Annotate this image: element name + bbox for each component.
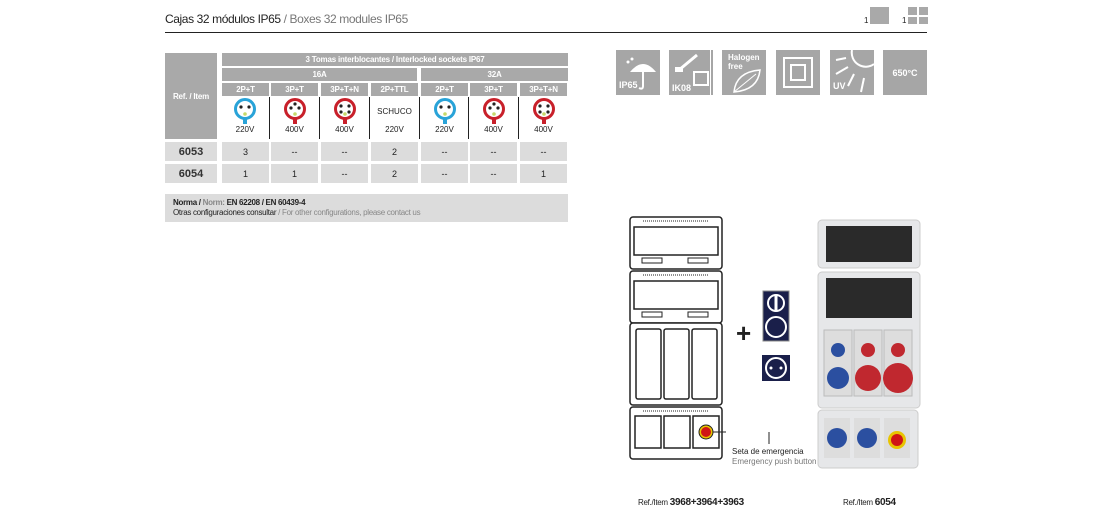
column-type: 2P+T xyxy=(421,83,468,96)
column-type: 3P+T xyxy=(470,83,517,96)
other-sep: / xyxy=(276,208,282,217)
badge-label: IP65 xyxy=(619,80,638,90)
left-caption xyxy=(638,497,744,508)
table-cell: -- xyxy=(321,142,368,161)
double-square-icon xyxy=(776,50,820,95)
emergency-callout xyxy=(732,447,817,467)
badge-label: free xyxy=(728,62,743,71)
table-cell: -- xyxy=(271,142,318,161)
red-4p-socket-icon xyxy=(531,97,557,125)
table-cell: 3 xyxy=(222,142,269,161)
table-cell: 1 xyxy=(520,164,567,183)
table-cell: 2 xyxy=(371,142,418,161)
badge-label: Halogen xyxy=(728,53,760,62)
column-type: 2P+TTL xyxy=(371,83,418,96)
grid-pages-icon xyxy=(908,7,928,24)
voltage: 400V xyxy=(335,125,354,134)
column-type: 2P+T xyxy=(222,83,269,96)
red-3p-socket-icon xyxy=(481,97,507,125)
red-4p-socket-icon xyxy=(332,97,358,125)
other-es: Otras configuraciones consultar xyxy=(173,208,277,217)
voltage: 220V xyxy=(385,125,404,134)
ref-header: Ref. / Item xyxy=(165,53,217,139)
plus-sign: + xyxy=(736,318,752,348)
uv-badge xyxy=(830,50,874,95)
socket-cell xyxy=(518,97,568,139)
table-cell: -- xyxy=(520,142,567,161)
table-cell: 1 xyxy=(271,164,318,183)
callout-en: Emergency push button xyxy=(732,457,817,466)
socket-cell xyxy=(419,97,469,139)
callout-line xyxy=(722,430,772,446)
red-3p-socket-icon xyxy=(282,97,308,125)
title-en: Boxes 32 modules IP65 xyxy=(289,12,408,26)
table-cell: 2 xyxy=(371,164,418,183)
callout-es: Seta de emergencia xyxy=(732,447,804,456)
group-header: 3 Tomas interblocantes / Interlocked sockets IP67 xyxy=(222,53,568,66)
page-title xyxy=(165,12,408,26)
badge-label: 650°C xyxy=(892,67,918,78)
page-count-b: 1 xyxy=(902,16,907,25)
caption-prefix: Ref./Item xyxy=(638,498,670,507)
table-cell: -- xyxy=(470,164,517,183)
blue-2p-socket-icon xyxy=(232,97,258,125)
schuco-label: SCHUCO xyxy=(377,106,412,116)
norma-en: Norm: xyxy=(202,198,227,207)
amp-header-16a: 16A xyxy=(222,68,417,81)
title-es: Cajas 32 módulos IP65 xyxy=(165,12,281,26)
right-caption xyxy=(843,497,896,508)
caption-ref: 3968+3964+3963 xyxy=(669,497,744,508)
schuko-socket-icon xyxy=(761,354,791,382)
table-cell: -- xyxy=(470,142,517,161)
glow-wire-badge xyxy=(883,50,927,95)
ik08-badge xyxy=(669,50,710,95)
row-ref: 6053 xyxy=(165,142,217,161)
double-insulation-badge xyxy=(776,50,820,95)
badge-label: UV xyxy=(833,81,846,91)
norma-es: Norma / xyxy=(173,198,203,207)
row-ref: 6054 xyxy=(165,164,217,183)
socket-cell xyxy=(468,97,518,139)
voltage: 220V xyxy=(435,125,454,134)
voltage: 400V xyxy=(484,125,503,134)
column-type: 3P+T xyxy=(271,83,318,96)
single-page-icon xyxy=(870,7,889,24)
header-rule xyxy=(165,32,927,33)
table-cell: -- xyxy=(321,164,368,183)
socket-cell xyxy=(369,97,419,139)
badge-divider xyxy=(711,50,713,95)
column-type: 3P+T+N xyxy=(520,83,567,96)
halogen-free-badge xyxy=(722,50,766,95)
other-en: For other configurations, please contact us xyxy=(281,208,421,217)
page-count-a: 1 xyxy=(864,16,869,25)
amp-header-32a: 32A xyxy=(421,68,568,81)
socket-cell xyxy=(269,97,319,139)
product-photo-6054 xyxy=(816,218,936,472)
socket-cell xyxy=(220,97,270,139)
caption-ref: 6054 xyxy=(874,497,896,508)
voltage: 220V xyxy=(235,125,255,134)
caption-prefix: Ref./Item xyxy=(843,498,875,507)
title-sep: / xyxy=(280,12,290,26)
table-cell: 1 xyxy=(222,164,269,183)
table-cell: -- xyxy=(421,142,468,161)
ip65-badge xyxy=(616,50,660,95)
voltage: 400V xyxy=(285,125,304,134)
table-cell: -- xyxy=(421,164,468,183)
norm-note xyxy=(165,194,568,222)
modular-box-drawing xyxy=(628,215,726,461)
voltage: 400V xyxy=(534,125,553,134)
badge-label: IK08 xyxy=(672,83,692,93)
column-type: 3P+T+N xyxy=(321,83,368,96)
socket-cell xyxy=(319,97,369,139)
switch-socket-module-icon xyxy=(762,290,790,342)
norma-value: EN 62208 / EN 60439-4 xyxy=(226,198,306,207)
blue-2p-socket-icon xyxy=(432,97,458,125)
